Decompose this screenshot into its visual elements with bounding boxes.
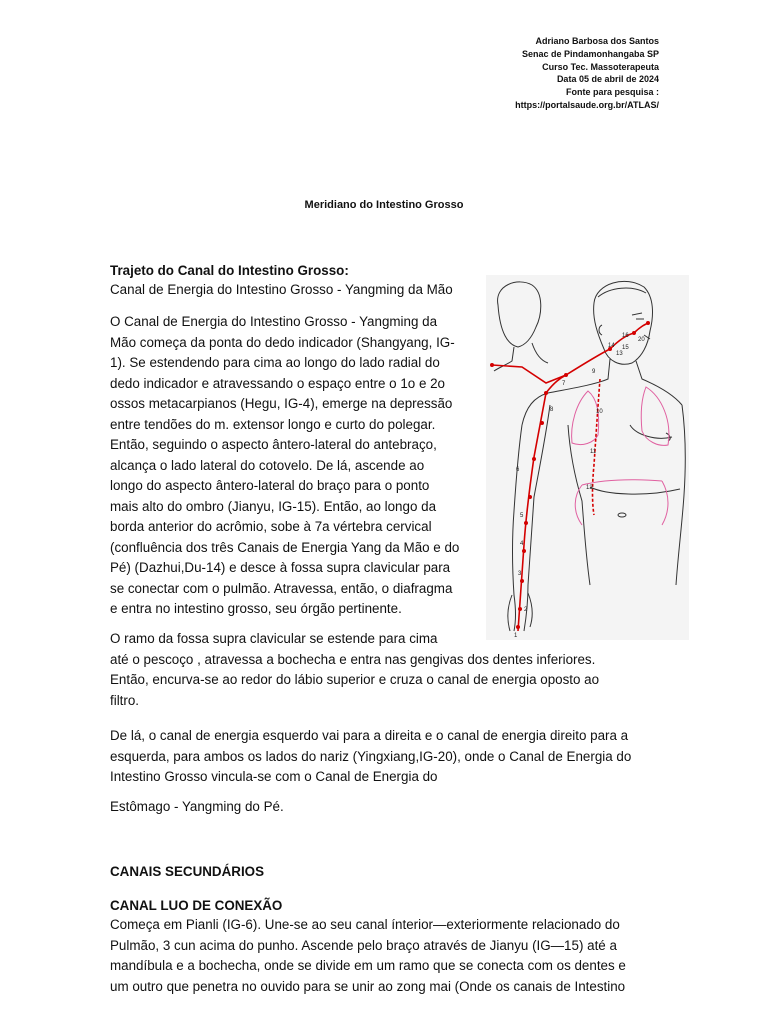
point-label-13: 13 [616,351,623,357]
paragraph-line: filtro. [110,692,140,708]
institution: Senac de Pindamonhangaba SP [521,48,659,59]
source-label: Fonte para pesquisa : [565,87,659,98]
paragraph-line: O Canal de Energia do Intestino Grosso - Yangming da [110,314,438,329]
source-url: https://portalsaude.org.br/ATLAS/ [515,99,659,110]
paragraph-line: um outro que penetra no ouvido para se unir ao zong mai (Onde os canais de Intestino [110,978,626,994]
paragraph-channel-path [110,312,475,620]
paragraph-line: Mão começa da ponta do dedo indicador (Shangyang, IG- [110,334,455,350]
paragraph-line: alcança o lado lateral do cotovelo. De lá, ascende ao [110,457,425,473]
paragraph-branch [110,629,662,711]
point-label-14: 14 [608,343,615,349]
point-label-1: 1 [514,633,518,639]
meridian-illustration [486,275,689,640]
section-subtitle: Canal de Energia do Intestino Grosso - Yangming da Mão [110,282,453,297]
point-label-20: 20 [638,337,645,343]
document-title: Meridiano do Intestino Grosso [304,199,464,211]
paragraph-line: longo do aspecto ântero-lateral do braço para o ponto [110,478,430,493]
paragraph-line: Começa em Pianli (IG-6). Une-se ao seu canal ínterior—exteriormente relacionado do [110,917,620,932]
paragraph-line: Então, encurva-se ao redor do lábio superior e cruza o canal de energia oposto ao [110,672,600,687]
paragraph-line: até o pescoço , atravessa a bochecha e entra nas gengivas dos dentes inferiores. [110,651,596,667]
paragraph-line: e entra no intestino grosso, seu órgão pertinente. [110,601,402,616]
paragraph-crossing [110,726,662,788]
paragraph-line: 1). Se estendendo para cima ao longo do lado radial do [110,355,440,370]
course-name: Curso Tec. Massoterapeuta [542,61,659,72]
point-label-7: 7 [562,381,566,387]
paragraph-line: ossos metacarpianos (Hegu, IG-4), emerge na depressão [110,396,453,411]
paragraph-line: mandíbula e a bochecha, onde se divide em um ramo que se conecta com os dentes e [110,958,626,973]
point-label-6: 6 [516,467,520,473]
point-label-11: 11 [590,449,597,455]
paragraph-line: Pulmão, 3 cun acima do punho. Ascende pelo braço através de Jianyu (IG—15) até a [110,937,617,953]
section-heading: Trajeto do Canal do Intestino Grosso: [110,263,349,278]
point-label-8: 8 [550,407,554,413]
point-label-9: 9 [592,369,596,375]
document-header [515,35,659,112]
paragraph-line: dedo indicador e atravessando o espaço entre o 1o e 2o [110,375,446,391]
point-label-3: 3 [518,571,522,577]
paragraph-line: mais alto do ombro (Jianyu, IG-15). Então, ao longo da [110,498,437,514]
point-label-15: 15 [622,345,629,351]
paragraph-line: esquerda, para ambos os lados do nariz (Yingxiang,IG-20), onde o Canal de Energia do [110,748,632,764]
paragraph-line: Intestino Grosso vincula-se com o Canal de Energia do [110,769,438,784]
author-name: Adriano Barbosa dos Santos [535,36,659,46]
paragraph-line: (confluência dos três Canais de Energia Yang da Mão e do [110,539,460,555]
paragraph-line: entre tendões do m. extensor longo e curto do polegar. [110,416,436,432]
paragraph-stomach: Estômago - Yangming do Pé. [110,799,284,814]
paragraph-line: O ramo da fossa supra clavicular se estende para cima [110,631,438,646]
point-label-4: 4 [520,541,524,547]
paragraph-luo [110,915,662,997]
point-label-2: 2 [524,607,528,613]
paragraph-line: Pé) (Dazhui,Du-14) e desce à fossa supra clavicular para [110,560,451,575]
meridian-figure [486,275,689,640]
point-label-16: 16 [622,333,629,339]
paragraph-line: De lá, o canal de energia esquerdo vai para a direita e o canal de energia direito para a [110,728,629,743]
luo-channel-heading: CANAL LUO DE CONEXÃO [110,898,283,913]
point-label-5: 5 [520,513,524,519]
point-label-10: 10 [596,409,603,415]
secondary-channels-heading: CANAIS SECUNDÁRIOS [110,864,265,879]
document-date: Data 05 de abril de 2024 [556,74,659,85]
paragraph-line: borda anterior do acrômio, sobe à 7a vértebra cervical [110,519,432,534]
paragraph-line: Então, seguindo o aspecto ântero-lateral do antebraço, [110,437,437,452]
point-label-12: 12 [586,485,593,491]
paragraph-line: se conectar com o pulmão. Atravessa, então, o diafragma [110,580,453,596]
